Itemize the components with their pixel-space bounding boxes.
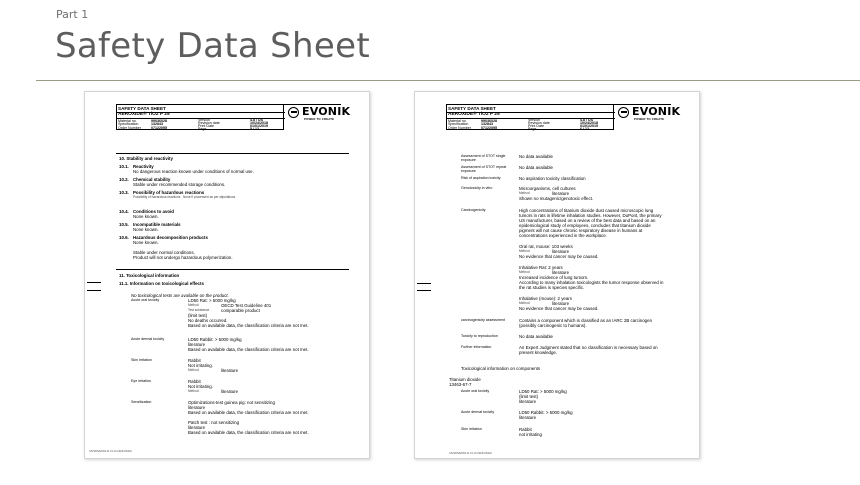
evonik-logo: EVONIK POWER TO CREATE — [618, 106, 672, 124]
slide-part-label: Part 1 — [56, 8, 89, 21]
page-number: 5 / 12 — [250, 127, 259, 131]
sds-header-box: SAFETY DATA SHEET AEROXIDE® TiO2 P 25 Material no. 99036028 Specification 132843 Order Number 07122095 Version 4.8 / US Revision date 10/24/2018 Print Date 01/01/2019 Page 5 / 12 — [116, 105, 284, 130]
page-footer: US/SDS/EP/0141 15.10.2018/US/EN — [89, 450, 132, 453]
evonik-e-icon — [288, 107, 299, 118]
sds-page-6: SAFETY DATA SHEET AEROXIDE® TiO2 P 25 Material no. 99036028 Specification 132843 Order Number 07122095 Version 4.8 / US Revision date 10/24/2018 Print Date 01/01/2019 Page 6 / 12 EVONIK POWER TO CREATE Assessment of STOT single exposure No data available Assessment of STOT repeat exposure No data available Risk of aspiration toxicity No aspiration toxicity classification Genotoxicity in vitro Microorganisms, cell cultures Method literature Shown no mutagenic/genotoxic effect. Carcinogenicity High concentrations of titanium dioxide dust caused microscopic lung tumors in rats in lifetime inhalation studies. However, DuPont, the primary US manufacturer, based on a review of the best data and based on an epidemiological study of employees, concludes that titanium dioxide pigment will not cause chronic respiratory disease in humans at concentrations experienced in the workplace. Oral rat, mouse: 103 weeks Method literature No evidence that cancer may be caused. Inhalative Rat: 2 years Method literature Increased incidence of lung tumors. According to many inhalation toxicologists the tumor response observed in the rat studies is species specific. Inhalative (mouse): 2 years Method literature No evidence that cancer may be caused. carcinogenicity assessment Contains a component which is classified as an IARC 2B carcinogen (possibly carcinogenic to humans). Toxicity to reproduction No data available Further information An Expert Judgment stated that no classification is necessary based on present knowledge. Toxicological information on components Titanium dioxide 13463-67-7 Acute oral toxicity LD50 Rat: > 5000 mg/kg (limit test) literature Acute dermal toxicity LD50 Rabbit: > 5000 mg/kg literature Skin irritation Rabbit not irritating US/SDS/EP/0141 15.10.2018/US/EN — [414, 91, 700, 459]
evonik-e-icon — [618, 107, 629, 118]
sds-page-5: SAFETY DATA SHEET AEROXIDE® TiO2 P 25 Material no. 99036028 Specification 132843 Order Number 07122095 Version 4.8 / US Revision date 10/24/2018 Print Date 01/01/2019 Page 5 / 12 EVONIK POWER TO CREATE 10. Stability and reactivity 10.1. Reactivity No dangerous reaction known under conditions of normal use. 10.2. Chemical stability Stable under recommended storage conditions. 10.3. Possibility of hazardous reactions Possibility of hazardous reactions None if processed as per stipulations 10.4. Conditions to avoid None known. 10.5. Incompatible materials None known. 10.6. Hazardous decomposition products None known. Stable under normal conditions. Product will not undergo hazardous polymerization. 11. Toxicological information 11.1. Information on toxicological effects No toxicological tests are available on the product. Acute oral toxicity LD50 Rat: > 5000 mg/kg Method OECD Test Guideline 401 Test substance comparable product (limit test) No deaths occurred. Based on available data, the classification criteria are not met. Acute dermal toxicity LD50 Rabbit: > 5000 mg/kg literature Based on available data, the classification criteria are not met. Skin irritation Rabbit Not irritating. Method literature Eye irritation Rabbit Not irritating. Method literature Sensitization Optimizations-test guinea pig: not sensitizing literature Based on available data, the classification criteria are not met. Patch test : not sensitizing literature Based on available data, the classification criteria are not met. US/SDS/EP/0141 15.10.2018/US/EN — [84, 91, 370, 459]
sds-header-box: SAFETY DATA SHEET AEROXIDE® TiO2 P 25 Material no. 99036028 Specification 132843 Order Number 07122095 Version 4.8 / US Revision date 10/24/2018 Print Date 01/01/2019 Page 6 / 12 — [446, 105, 614, 130]
sds-product-name: AEROXIDE® TiO2 P 25 — [118, 112, 170, 117]
sds-doc-type: SAFETY DATA SHEET — [118, 106, 166, 111]
page-number: 6 / 12 — [580, 127, 589, 131]
slide-title: Safety Data Sheet — [55, 26, 370, 66]
page-footer: US/SDS/EP/0141 15.10.2018/US/EN — [449, 452, 492, 455]
title-divider — [36, 80, 860, 81]
evonik-logo: EVONIK POWER TO CREATE — [288, 106, 342, 124]
section-11-heading: 11. Toxicological information — [119, 273, 180, 278]
sds-header — [446, 104, 681, 131]
sds-header — [116, 104, 351, 131]
section-10-heading: 10. Stability and reactivity — [119, 156, 173, 161]
